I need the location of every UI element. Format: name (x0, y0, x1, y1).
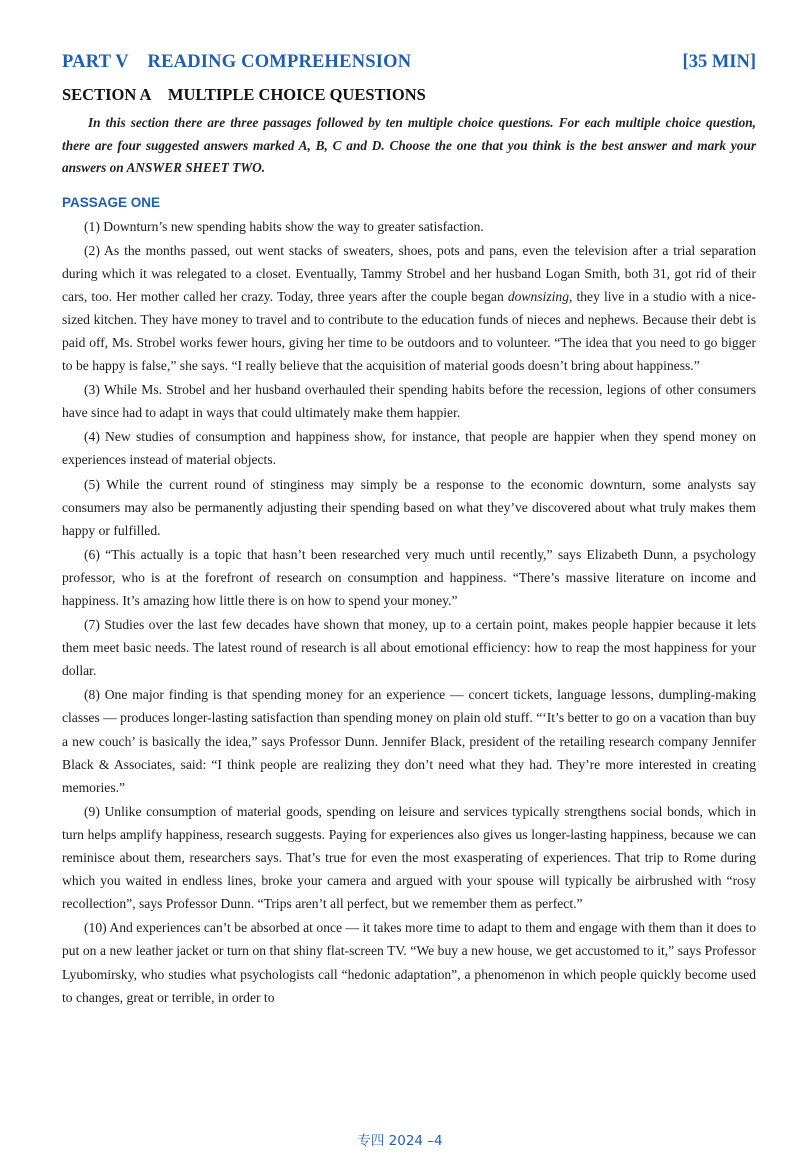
exam-page (62, 52, 756, 1010)
passage-title: PASSAGE ONE (62, 194, 161, 210)
paragraph-7: (7) Studies over the last few decades have shown that money, up to a certain point, makes people happier because it lets them meet basic needs. The latest round of research is all about emotional efficiency: how to reap the most happiness for your dollar. (62, 617, 756, 679)
page-footer: 专四 2024 –4 (357, 1133, 443, 1149)
paragraph-1: (1) Downturn’s new spending habits show the way to greater satisfaction. (84, 218, 484, 234)
header-row (62, 52, 756, 82)
emphasized-term: downsizing (507, 288, 569, 304)
paragraph-8: (8) One major finding is that spending money for an experience — concert tickets, language lessons, dumpling-making classes — produces longer-lasting satisfaction than spending money on plain old stuff. “‘It’s better to go on a vacation than buy a new couch’ is basically the idea,” says Professor Dunn. Jennifer Black, president of the retailing research company Jennifer Black & Associates, said: “I think people are realizing they don’t need what they had. They’re more interested in creating memories.” (62, 687, 756, 795)
part-title: PART V READING COMPREHENSION (62, 52, 412, 72)
passage-body (62, 215, 756, 1009)
paragraph-10: (10) And experiences can’t be absorbed at once — it takes more time to adapt to them and engage with them than it does to put on a new leather jacket or turn on that shiny flat-screen TV. “We buy a new house, we get accustomed to it,” says Professor Lyubomirsky, who studies what psychologists call “hedonic adaptation”, a phenomenon in which people quickly become used to changes, great or terrible, in order to (62, 920, 756, 1005)
instructions: In this section there are three passages followed by ten multiple choice questions. For each multiple choice question, there are four suggested answers marked A, B, C and D. Choose the one that you think is the best answer and mark your answers on ANSWER SHEET TWO. (62, 115, 756, 175)
paragraph-3: (3) While Ms. Strobel and her husband overhauled their spending habits before the recession, legions of other consumers have since had to adapt in ways that could ultimately make them happier. (62, 382, 756, 421)
time-allotment: [35 MIN] (682, 52, 756, 72)
paragraph-5: (5) While the current round of stinginess may simply be a response to the economic downturn, some analysts say consumers may also be permanently adjusting their spending based on what they’ve discovered about what truly makes them happy or fulfilled. (62, 476, 756, 538)
section-title: SECTION A MULTIPLE CHOICE QUESTIONS (62, 85, 426, 104)
paragraph-9: (9) Unlike consumption of material goods, spending on leisure and services typically strengthens social bonds, which in turn helps amplify happiness, research suggests. Paying for experiences also gives us longer-lasting happiness, because we can reminisce about them, researchers says. That’s true for even the most exasperating of experiences. That trip to Rome during which you waited in endless lines, broke your camera and argued with your spouse will typically be airbrushed with “rosy recollection”, says Professor Dunn. “Trips aren’t all perfect, but we remember them as perfect.” (62, 803, 756, 912)
paragraph-2: (2) As the months passed, out went stacks of sweaters, shoes, pots and pans, even the television after a trial separation during which it was relegated to a closet. Eventually, Tammy Strobel and her husband Logan Smith, both 31, got rid of their cars, too. Her mother called her crazy. Today, three years after the couple began downsizing, they live in a studio with a nice-sized kitchen. They have money to travel and to contribute to the education funds of nieces and nephews. Because their debt is paid off, Ms. Strobel works fewer hours, giving her time to be outdoors and to volunteer. “The idea that you need to go bigger to be happy is false,” she says. “I really believe that the acquisition of material goods doesn’t bring about happiness.” (62, 242, 756, 374)
paragraph-6: (6) “This actually is a topic that hasn’t been researched very much until recently,” says Elizabeth Dunn, a psychology professor, who is at the forefront of research on consumption and happiness. “There’s massive literature on income and happiness. It’s amazing how little there is on how to spend your money.” (62, 546, 756, 608)
paragraph-4: (4) New studies of consumption and happiness show, for instance, that people are happier when they spend money on experiences instead of material objects. (62, 429, 756, 468)
